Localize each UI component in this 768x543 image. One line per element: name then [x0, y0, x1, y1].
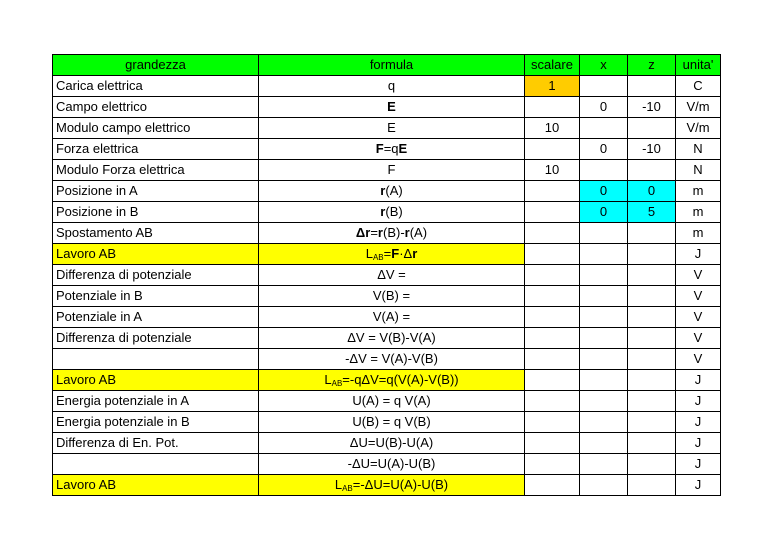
- quantity-cell: [53, 349, 259, 370]
- formula-cell: F: [259, 160, 525, 181]
- formula-part: Δr: [355, 225, 371, 240]
- table-row: [53, 370, 721, 391]
- z-cell: [628, 307, 676, 328]
- x-cell: [580, 349, 628, 370]
- unit-cell: J: [676, 244, 721, 265]
- formula-cell: U(A) = q V(A): [259, 391, 525, 412]
- formula-part: (B): [385, 204, 403, 219]
- z-cell: [628, 244, 676, 265]
- quantity-cell: Energia potenziale in B: [53, 412, 259, 433]
- formula-part: L: [365, 246, 373, 261]
- scalar-cell: [525, 202, 580, 223]
- formula-part: L: [324, 372, 332, 387]
- table-row: [53, 118, 721, 139]
- header-scalare: scalare: [525, 55, 580, 76]
- x-cell: 0: [580, 202, 628, 223]
- formula-subscript: AB: [342, 484, 353, 493]
- formula-cell: ΔV =: [259, 265, 525, 286]
- formula-cell: ΔU=U(B)-U(A): [259, 433, 525, 454]
- z-cell: [628, 412, 676, 433]
- x-cell: 0: [580, 139, 628, 160]
- formula-cell: E: [259, 118, 525, 139]
- formula-cell: -ΔV = V(A)-V(B): [259, 349, 525, 370]
- table-row: [53, 454, 721, 475]
- scalar-cell: [525, 139, 580, 160]
- z-cell: [628, 118, 676, 139]
- header-formula: formula: [259, 55, 525, 76]
- table-row: [53, 76, 721, 97]
- scalar-cell: [525, 286, 580, 307]
- table-row: [53, 433, 721, 454]
- x-cell: [580, 307, 628, 328]
- quantity-cell: Modulo Forza elettrica: [53, 160, 259, 181]
- z-cell: 0: [628, 181, 676, 202]
- quantity-cell: Campo elettrico: [53, 97, 259, 118]
- formula-subscript: AB: [331, 379, 343, 388]
- unit-cell: V: [676, 286, 721, 307]
- quantity-cell: Potenziale in B: [53, 286, 259, 307]
- unit-cell: J: [676, 475, 721, 496]
- unit-cell: J: [676, 412, 721, 433]
- x-cell: [580, 412, 628, 433]
- formula-part: L: [334, 477, 343, 492]
- header-row: [53, 55, 721, 76]
- formula-part: =q: [383, 141, 399, 156]
- unit-cell: J: [676, 433, 721, 454]
- formula-subscript: AB: [372, 253, 384, 262]
- unit-cell: V: [676, 307, 721, 328]
- z-cell: [628, 286, 676, 307]
- formula-part: (A): [385, 183, 403, 198]
- header-grandezza: grandezza: [53, 55, 259, 76]
- table-row: [53, 202, 721, 223]
- scalar-cell: [525, 328, 580, 349]
- unit-cell: V: [676, 265, 721, 286]
- physics-table: [52, 54, 721, 496]
- formula-cell: V(B) =: [259, 286, 525, 307]
- scalar-cell: [525, 244, 580, 265]
- formula-cell: [259, 139, 525, 160]
- formula-part: (B)-: [382, 225, 405, 240]
- formula-cell: ΔV = V(B)-V(A): [259, 328, 525, 349]
- z-cell: [628, 265, 676, 286]
- x-cell: 0: [580, 97, 628, 118]
- header-z: z: [628, 55, 676, 76]
- formula-cell: [259, 202, 525, 223]
- table-row: [53, 181, 721, 202]
- formula-part: F: [391, 246, 400, 261]
- z-cell: [628, 454, 676, 475]
- quantity-cell: Spostamento AB: [53, 223, 259, 244]
- formula-part: r: [377, 225, 383, 240]
- table-row: [53, 475, 721, 496]
- formula-part: r: [404, 225, 410, 240]
- table-row: [53, 97, 721, 118]
- z-cell: 5: [628, 202, 676, 223]
- formula-cell: -ΔU=U(A)-U(B): [259, 454, 525, 475]
- formula-cell: U(B) = q V(B): [259, 412, 525, 433]
- x-cell: [580, 160, 628, 181]
- scalar-cell: [525, 412, 580, 433]
- unit-cell: m: [676, 181, 721, 202]
- formula-cell: [259, 370, 525, 391]
- formula-cell: [259, 244, 525, 265]
- x-cell: [580, 454, 628, 475]
- formula-part: =: [383, 246, 392, 261]
- table-row: [53, 286, 721, 307]
- unit-cell: V: [676, 349, 721, 370]
- z-cell: [628, 328, 676, 349]
- formula-cell: q: [259, 76, 525, 97]
- z-cell: [628, 160, 676, 181]
- scalar-cell: 10: [525, 118, 580, 139]
- scalar-cell: 10: [525, 160, 580, 181]
- formula-part: E: [398, 141, 408, 156]
- z-cell: -10: [628, 97, 676, 118]
- unit-cell: V/m: [676, 118, 721, 139]
- table-row: [53, 307, 721, 328]
- unit-cell: N: [676, 160, 721, 181]
- formula-part: r: [412, 246, 418, 261]
- quantity-cell: Potenziale in A: [53, 307, 259, 328]
- quantity-cell: Modulo campo elettrico: [53, 118, 259, 139]
- table-row: [53, 244, 721, 265]
- scalar-cell: 1: [525, 76, 580, 97]
- scalar-cell: [525, 307, 580, 328]
- x-cell: [580, 244, 628, 265]
- unit-cell: V/m: [676, 97, 721, 118]
- unit-cell: m: [676, 223, 721, 244]
- quantity-cell: Posizione in A: [53, 181, 259, 202]
- table-row: [53, 328, 721, 349]
- x-cell: [580, 475, 628, 496]
- formula-part: (A): [409, 225, 428, 240]
- quantity-cell: Carica elettrica: [53, 76, 259, 97]
- quantity-cell: [53, 454, 259, 475]
- quantity-cell: Lavoro AB: [53, 244, 259, 265]
- quantity-cell: Differenza di potenziale: [53, 328, 259, 349]
- x-cell: [580, 328, 628, 349]
- formula-part: =-qΔV=q(V(A)-V(B)): [342, 372, 459, 387]
- x-cell: [580, 370, 628, 391]
- formula-cell: [259, 475, 525, 496]
- formula-part: r: [380, 204, 386, 219]
- formula-cell: [259, 223, 525, 244]
- unit-cell: N: [676, 139, 721, 160]
- x-cell: [580, 223, 628, 244]
- table-row: [53, 139, 721, 160]
- x-cell: [580, 433, 628, 454]
- scalar-cell: [525, 454, 580, 475]
- unit-cell: J: [676, 454, 721, 475]
- table-row: [53, 223, 721, 244]
- scalar-cell: [525, 370, 580, 391]
- quantity-cell: Differenza di En. Pot.: [53, 433, 259, 454]
- quantity-cell: Differenza di potenziale: [53, 265, 259, 286]
- formula-part: r: [380, 183, 386, 198]
- unit-cell: J: [676, 391, 721, 412]
- quantity-cell: Lavoro AB: [53, 475, 259, 496]
- formula-bold: E: [387, 99, 396, 114]
- scalar-cell: [525, 349, 580, 370]
- formula-part: F: [375, 141, 384, 156]
- formula-part: =: [370, 225, 378, 240]
- z-cell: [628, 223, 676, 244]
- z-cell: [628, 76, 676, 97]
- table-row: [53, 160, 721, 181]
- formula-cell: [259, 97, 525, 118]
- z-cell: [628, 433, 676, 454]
- quantity-cell: Energia potenziale in A: [53, 391, 259, 412]
- quantity-cell: Lavoro AB: [53, 370, 259, 391]
- table-row: [53, 391, 721, 412]
- quantity-cell: Posizione in B: [53, 202, 259, 223]
- z-cell: [628, 391, 676, 412]
- scalar-cell: [525, 223, 580, 244]
- formula-cell: [259, 181, 525, 202]
- scalar-cell: [525, 181, 580, 202]
- z-cell: -10: [628, 139, 676, 160]
- x-cell: 0: [580, 181, 628, 202]
- z-cell: [628, 370, 676, 391]
- table-row: [53, 349, 721, 370]
- unit-cell: C: [676, 76, 721, 97]
- scalar-cell: [525, 391, 580, 412]
- formula-part: ·Δ: [399, 246, 413, 261]
- formula-part: =-ΔU=U(A)-U(B): [352, 477, 449, 492]
- formula-cell: V(A) =: [259, 307, 525, 328]
- scalar-cell: [525, 433, 580, 454]
- unit-cell: m: [676, 202, 721, 223]
- scalar-cell: [525, 475, 580, 496]
- x-cell: [580, 118, 628, 139]
- unit-cell: V: [676, 328, 721, 349]
- header-x: x: [580, 55, 628, 76]
- table-row: [53, 265, 721, 286]
- x-cell: [580, 265, 628, 286]
- scalar-cell: [525, 97, 580, 118]
- header-unita: unita': [676, 55, 721, 76]
- z-cell: [628, 475, 676, 496]
- x-cell: [580, 391, 628, 412]
- quantity-cell: Forza elettrica: [53, 139, 259, 160]
- table-row: [53, 412, 721, 433]
- x-cell: [580, 76, 628, 97]
- unit-cell: J: [676, 370, 721, 391]
- z-cell: [628, 349, 676, 370]
- scalar-cell: [525, 265, 580, 286]
- x-cell: [580, 286, 628, 307]
